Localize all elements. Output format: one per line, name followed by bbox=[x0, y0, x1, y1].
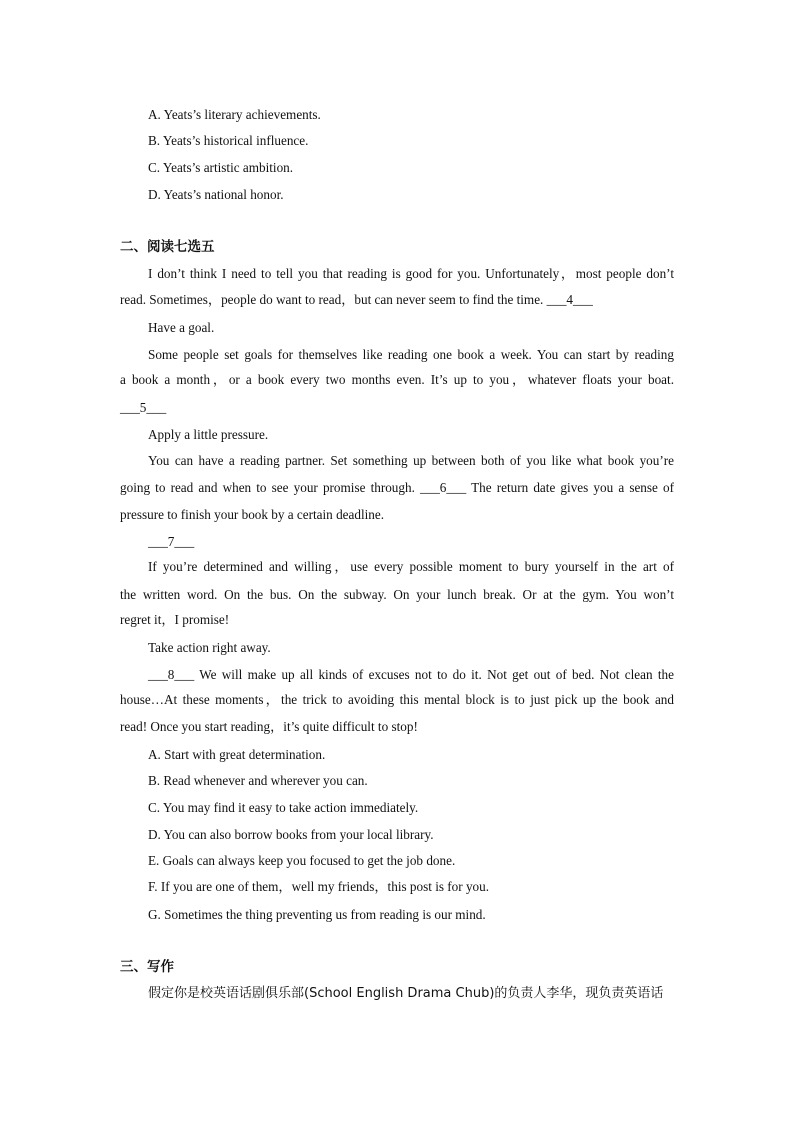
passage-subheading: Apply a little pressure. bbox=[148, 427, 269, 442]
passage-line: the written word. On the bus. On the subway. On your lunch break. Or at the gym. You won’t bbox=[120, 587, 674, 602]
section1-option-a: A. Yeats’s literary achievements. bbox=[148, 107, 321, 122]
passage-subheading: Have a goal. bbox=[148, 320, 215, 335]
section2-option-c: C. You may find it easy to take action immediately. bbox=[148, 800, 419, 815]
section2-option-g: G. Sometimes the thing preventing us from reading is our mind. bbox=[148, 907, 486, 922]
section2-option-d: D. You can also borrow books from your local library. bbox=[148, 827, 434, 842]
passage-line: read. Sometimes，people do want to read，but can never seem to find the time. ___4___ bbox=[120, 292, 593, 307]
passage-line: You can have a reading partner. Set something up between both of you like what book you’re bbox=[148, 453, 674, 468]
passage-line: pressure to finish your book by a certain deadline. bbox=[120, 507, 385, 522]
passage-line: Some people set goals for themselves like reading one book a week. You can start by reading bbox=[148, 347, 674, 362]
section1-option-b: B. Yeats’s historical influence. bbox=[148, 133, 309, 148]
passage-blank: ___7___ bbox=[148, 534, 195, 549]
passage-line: going to read and when to see your promise through. ___6___ The return date gives you a sense of bbox=[120, 480, 674, 495]
passage-line: I don’t think I need to tell you that reading is good for you. Unfortunately，most people don’t bbox=[148, 266, 674, 281]
section2-heading: 二、阅读七选五 bbox=[120, 239, 215, 255]
section1-option-c: C. Yeats’s artistic ambition. bbox=[148, 160, 294, 175]
passage-line: house…At these moments，the trick to avoiding this mental block is to just pick up the book and bbox=[120, 692, 674, 707]
passage-line: a book a month，or a book every two months even. It’s up to you，whatever floats your boat. bbox=[120, 372, 674, 387]
section3-heading: 三、写作 bbox=[120, 959, 174, 975]
passage-blank: ___5___ bbox=[120, 400, 167, 415]
passage-subheading: Take action right away. bbox=[148, 640, 271, 655]
passage-line: read! Once you start reading，it’s quite difficult to stop! bbox=[120, 719, 418, 734]
passage-line: ___8___ We will make up all kinds of excuses not to do it. Not get out of bed. Not clean the bbox=[148, 667, 674, 682]
section2-option-a: A. Start with great determination. bbox=[148, 747, 326, 762]
section2-option-b: B. Read whenever and wherever you can. bbox=[148, 773, 368, 788]
writing-prompt-line: 假定你是校英语话剧俱乐部(School English Drama Chub)的负责人李华，现负责英语话 bbox=[148, 986, 664, 1001]
passage-line: regret it，I promise! bbox=[120, 612, 230, 627]
section2-option-f: F. If you are one of them，well my friends，this post is for you. bbox=[148, 879, 490, 894]
section1-option-d: D. Yeats’s national honor. bbox=[148, 187, 284, 202]
section2-option-e: E. Goals can always keep you focused to get the job done. bbox=[148, 853, 456, 868]
passage-line: If you’re determined and willing，use every possible moment to bury yourself in the art of bbox=[148, 559, 674, 574]
